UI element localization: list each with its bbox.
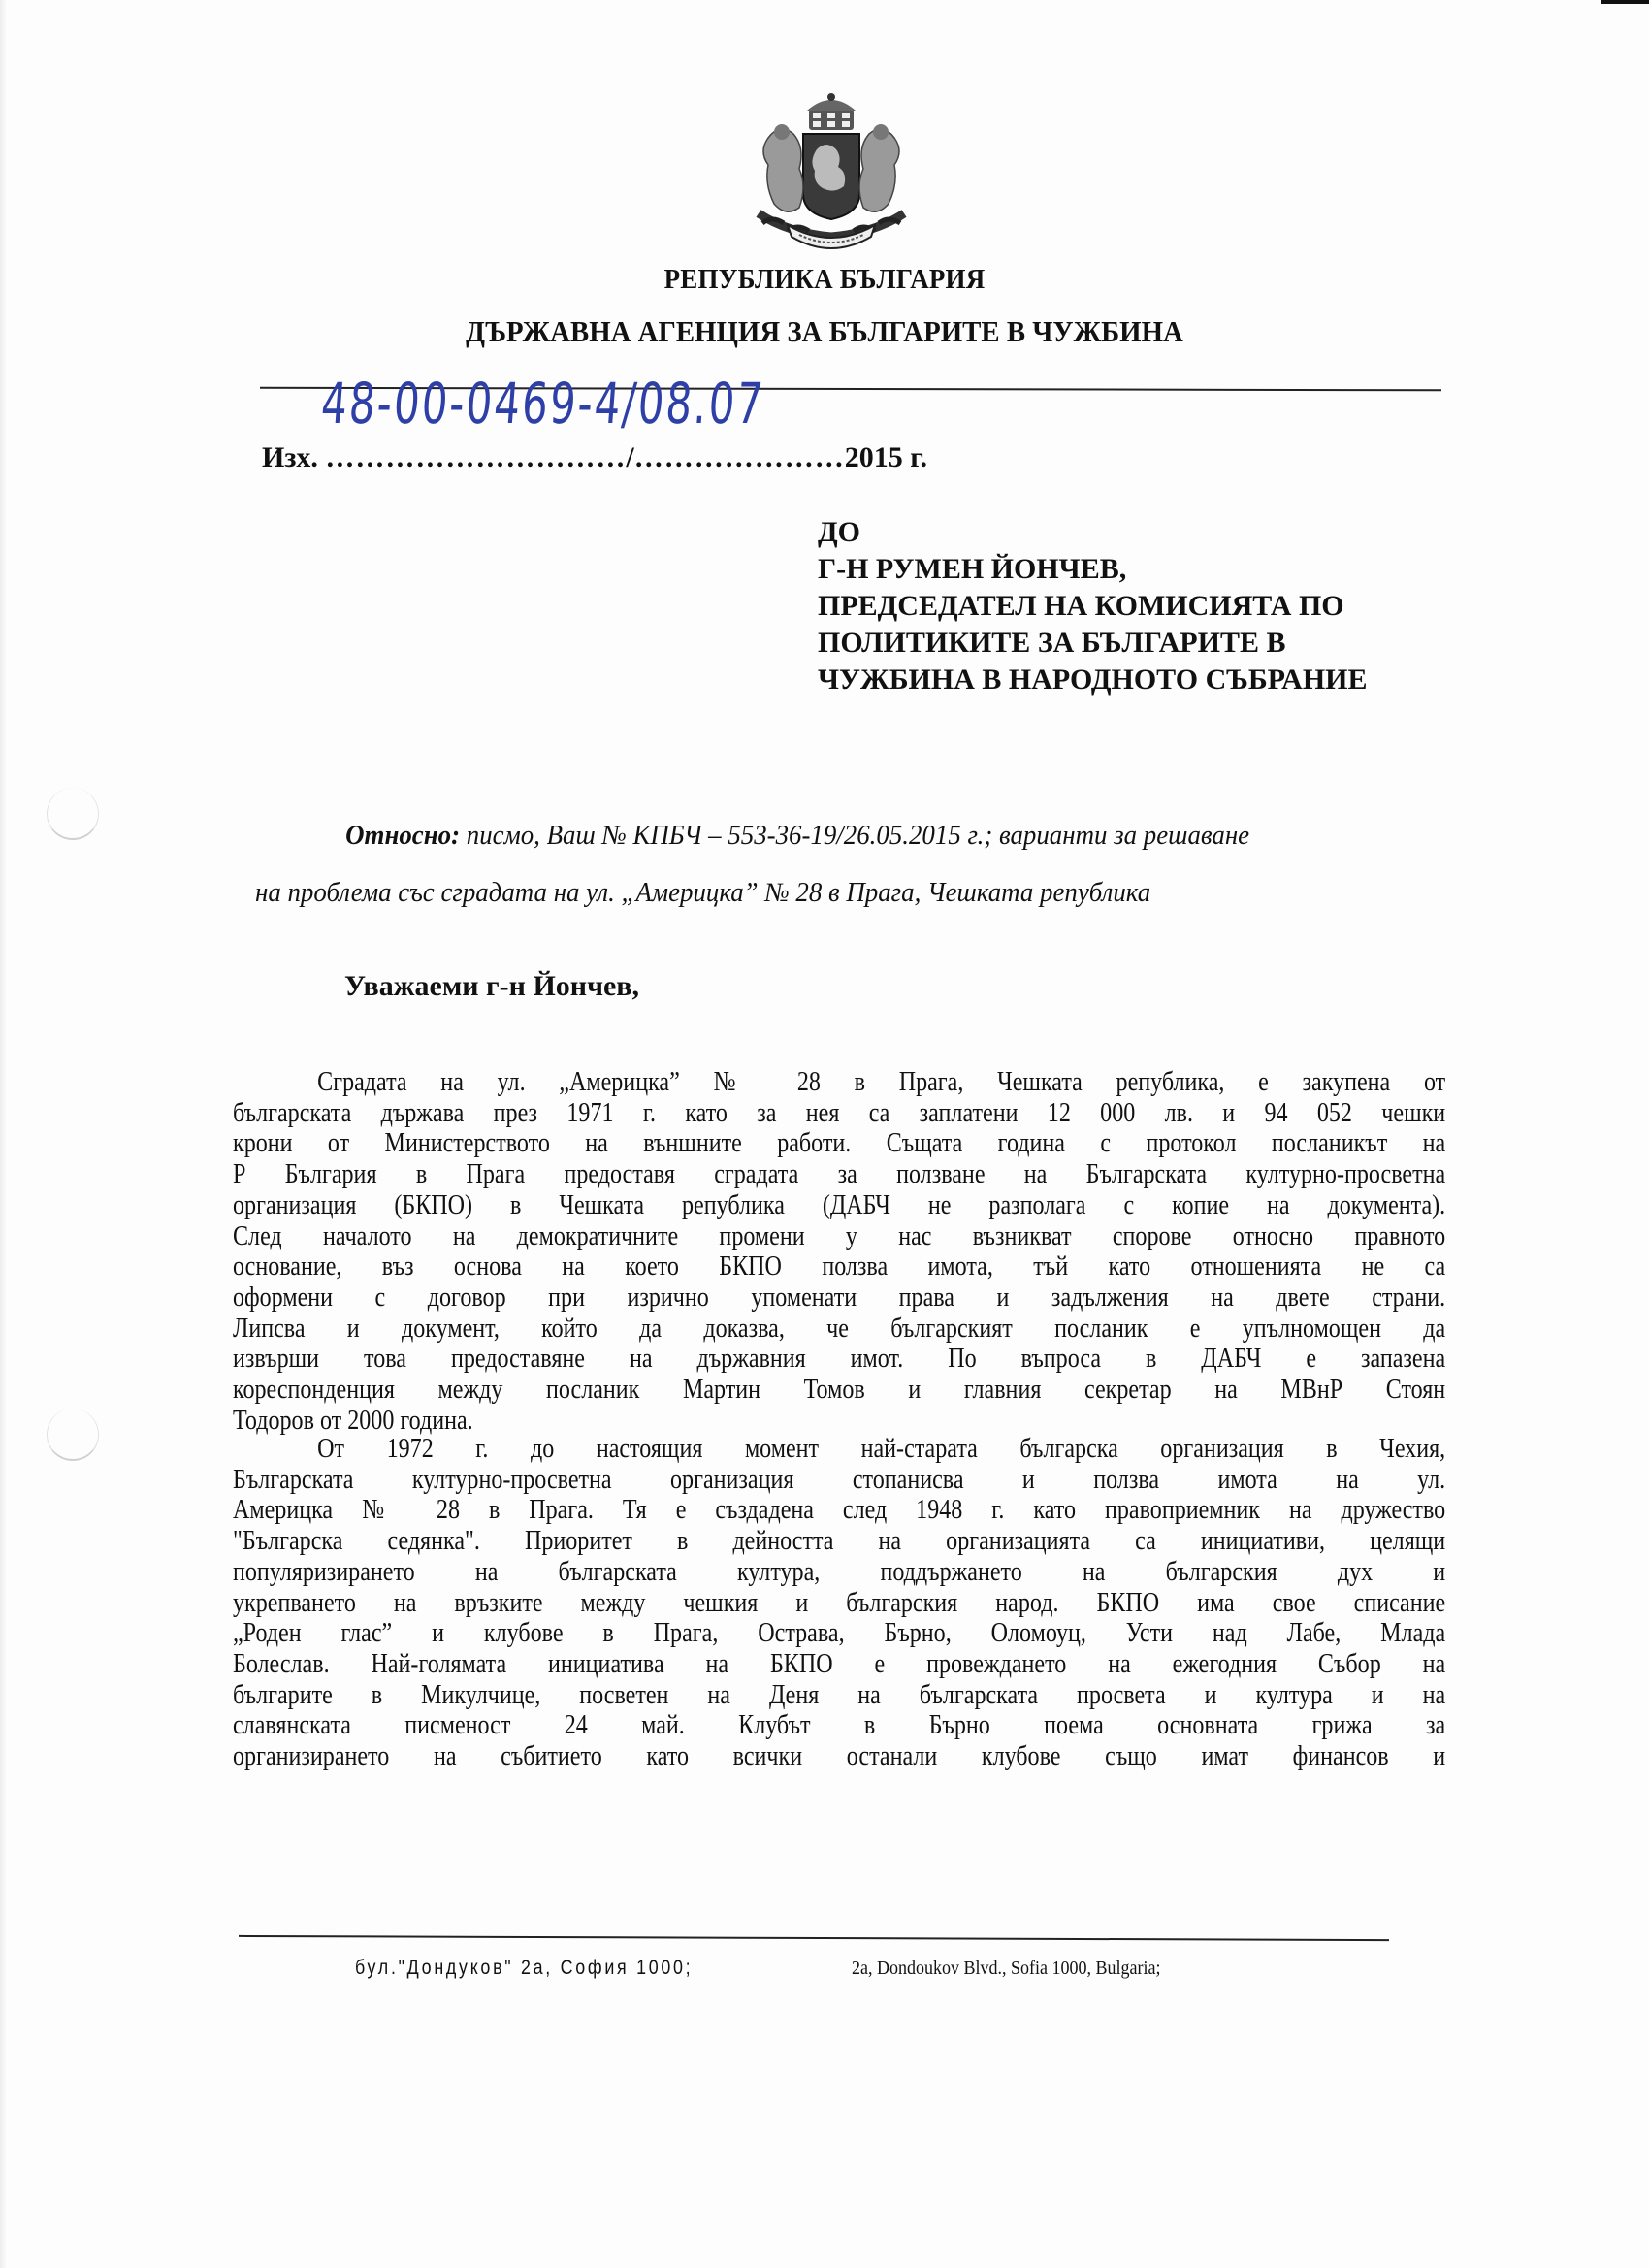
reference-year: 2015 г. — [844, 441, 927, 473]
footer-address-english: 2a, Dondoukov Blvd., Sofia 1000, Bulgaria; — [852, 1958, 1161, 1979]
handwritten-registration-number: 48-00-0469-4/08.07 — [318, 371, 767, 437]
punch-hole-mark — [47, 788, 99, 840]
reference-label: Изх. — [262, 441, 318, 473]
body-line: От 1972 г. до настоящия момент най-старата българска организация в Чехия, — [317, 1433, 1446, 1464]
footer-address-bulgarian: бул."Дондуков" 2а, София 1000; — [355, 1957, 694, 1979]
bulgarian-coat-of-arms-icon — [749, 89, 914, 252]
addressee-line: ЧУЖБИНА В НАРОДНОТО СЪБРАНИЕ — [818, 664, 1368, 696]
outgoing-reference — [262, 441, 927, 474]
subject-text-line: на проблема със сградата на ул. „Америцка” № 28 в Прага, Чешката република — [255, 878, 1151, 908]
addressee-block — [818, 514, 1368, 698]
agency-title: ДЪРЖАВНА АГЕНЦИЯ ЗА БЪЛГАРИТЕ В ЧУЖБИНА — [466, 314, 1183, 348]
body-line: славянската писменост 24 май. Клубът в Бърно поема основната грижа за — [233, 1709, 1446, 1741]
reference-date-field: ………………… — [633, 441, 845, 473]
body-line: Липсва и документ, който да доказва, че българският посланик е упълномощен да — [233, 1312, 1446, 1344]
body-paragraph-2 — [233, 1434, 1445, 1772]
body-line: крони от Министерството на външните работи. Същата година с протокол посланикът на — [233, 1127, 1446, 1159]
body-line: организирането на събитието като всички останали клубове също имат финансов и — [233, 1740, 1446, 1772]
body-line: българите в Микулчице, посветен на Деня на българската просвета и култура и на — [233, 1678, 1446, 1710]
subject-label: Относно: — [345, 821, 461, 851]
addressee-line: ДО — [818, 516, 860, 548]
footer-divider — [239, 1935, 1389, 1941]
reference-slash: / — [626, 441, 634, 473]
body-line: кореспонденция между посланик Мартин Томов и главния секретар на МВнР Стоян — [233, 1374, 1446, 1406]
body-line: оформени с договор при изрично упоменати права и задължения на двете страни. — [233, 1280, 1446, 1312]
body-line: „Роден глас” и клубове в Прага, Острава, Бърно, Оломоуц, Усти над Лабе, Млада — [233, 1617, 1446, 1649]
body-line: укрепването на връзките между чешкия и българския народ. БКПО има свое списание — [233, 1586, 1446, 1618]
reference-number-field: ………………………… — [325, 441, 627, 473]
subject-text-line: писмо, Ваш № КПБЧ – 553-36-19/26.05.2015 г.; варианти за решаване — [466, 821, 1250, 851]
body-line: "Българска седянка". Приоритет в дейността на организацията са инициативи, целящи — [233, 1525, 1446, 1557]
body-line: Р България в Прага предоставя сградата за ползване на Българската културно-просветна — [233, 1158, 1446, 1190]
scan-corner-artifact — [1600, 0, 1649, 4]
addressee-line: ПРЕДСЕДАТЕЛ НА КОМИСИЯТА ПО — [818, 590, 1344, 622]
salutation: Уважаеми г-н Йончев, — [344, 970, 639, 1002]
body-line: извърши това предоставяне на държавния имот. По въпроса в ДАБЧ е запазена — [233, 1343, 1446, 1375]
body-line: Българската културно-просветна организация стопанисва и ползва имота на ул. — [233, 1463, 1446, 1495]
body-line: организация (БКПО) в Чешката република (ДАБЧ не разполага с копие на документа). — [233, 1188, 1446, 1220]
body-line: Сградата на ул. „Америцка” № 28 в Прага, Чешката република, е закупена от — [317, 1066, 1446, 1097]
body-line: След началото на демократичните промени у нас възникват спорове относно правното — [233, 1219, 1446, 1251]
country-title: РЕПУБЛИКА БЪЛГАРИЯ — [663, 264, 986, 295]
subject-block — [255, 807, 1363, 922]
body-paragraph-1 — [233, 1067, 1445, 1436]
body-line: Болеслав. Най-голямата инициатива на БКПО е провеждането на ежегодния Събор на — [233, 1647, 1446, 1679]
punch-hole-mark — [47, 1409, 99, 1461]
body-line: Америцка № 28 в Прага. Тя е създадена след 1948 г. като правоприемник на дружество — [233, 1494, 1446, 1526]
body-line: българската държава през 1971 г. като за нея са заплатени 12 000 лв. и 94 052 чешки — [233, 1096, 1446, 1128]
body-line: Тодоров от 2000 година. — [233, 1404, 473, 1436]
addressee-line: Г-Н РУМЕН ЙОНЧЕВ, — [818, 553, 1127, 585]
body-line: популяризирането на българската култура, поддържането на българския дух и — [233, 1555, 1446, 1587]
body-line: основание, въз основа на което БКПО ползва имота, тъй като отношенията не са — [233, 1250, 1446, 1282]
scan-edge-shadow — [0, 0, 6, 2268]
addressee-line: ПОЛИТИКИТЕ ЗА БЪЛГАРИТЕ В — [818, 627, 1286, 659]
